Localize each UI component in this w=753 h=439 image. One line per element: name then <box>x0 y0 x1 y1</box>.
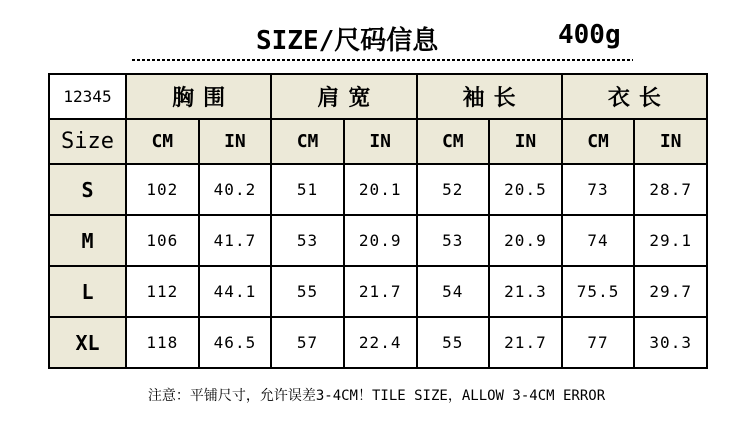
measurement-cell: 41.7 <box>199 215 272 266</box>
size-table <box>48 73 708 369</box>
measurement-cell: 21.7 <box>344 266 417 317</box>
measurement-cell: 40.2 <box>199 164 272 215</box>
size-row-label: L <box>49 266 126 317</box>
measurement-cell: 102 <box>126 164 199 215</box>
group-header-chest: 胸围 <box>126 74 271 119</box>
measurement-cell: 55 <box>417 317 490 368</box>
table-row-size-m <box>49 215 707 266</box>
style-code-cell: 12345 <box>49 74 126 119</box>
measurement-cell: 51 <box>271 164 344 215</box>
measurement-cell: 20.9 <box>489 215 562 266</box>
measurement-cell: 44.1 <box>199 266 272 317</box>
title-divider-dashed <box>132 59 633 61</box>
size-row-label: S <box>49 164 126 215</box>
measurement-cell: 73 <box>562 164 635 215</box>
footer-note: 注意：平铺尺寸，允许误差3-4CM！TILE SIZE，ALLOW 3-4CM ERROR <box>147 388 606 404</box>
measurement-cell: 53 <box>271 215 344 266</box>
measurement-cell: 22.4 <box>344 317 417 368</box>
measurement-cell: 74 <box>562 215 635 266</box>
measurement-cell: 55 <box>271 266 344 317</box>
unit-header-cell: CM <box>126 119 199 164</box>
measurement-cell: 53 <box>417 215 490 266</box>
measurement-cell: 75.5 <box>562 266 635 317</box>
measurement-cell: 29.1 <box>634 215 707 266</box>
unit-header-cell: CM <box>562 119 635 164</box>
group-header-garment-length: 衣长 <box>562 74 707 119</box>
unit-header-cell: IN <box>634 119 707 164</box>
size-row-label: M <box>49 215 126 266</box>
measurement-cell: 20.9 <box>344 215 417 266</box>
measurement-cell: 54 <box>417 266 490 317</box>
unit-header-cell: IN <box>489 119 562 164</box>
unit-header-cell: CM <box>271 119 344 164</box>
measurement-cell: 46.5 <box>199 317 272 368</box>
measurement-cell: 21.7 <box>489 317 562 368</box>
unit-header-cell: IN <box>199 119 272 164</box>
group-header-shoulder-width: 肩宽 <box>271 74 416 119</box>
size-column-header: Size <box>49 119 126 164</box>
table-row-size-l <box>49 266 707 317</box>
measurement-cell: 52 <box>417 164 490 215</box>
measurement-cell: 118 <box>126 317 199 368</box>
page-title: SIZE/尺码信息 <box>256 26 439 56</box>
weight-label: 400g <box>558 20 621 50</box>
measurement-cell: 30.3 <box>634 317 707 368</box>
group-header-sleeve-length: 袖长 <box>417 74 562 119</box>
unit-header-row <box>49 119 707 164</box>
unit-header-cell: IN <box>344 119 417 164</box>
measurement-cell: 106 <box>126 215 199 266</box>
measurement-cell: 20.1 <box>344 164 417 215</box>
group-header-row <box>49 74 707 119</box>
table-row-size-s <box>49 164 707 215</box>
measurement-cell: 77 <box>562 317 635 368</box>
measurement-cell: 28.7 <box>634 164 707 215</box>
table-row-size-xl <box>49 317 707 368</box>
measurement-cell: 20.5 <box>489 164 562 215</box>
measurement-cell: 57 <box>271 317 344 368</box>
unit-header-cell: CM <box>417 119 490 164</box>
measurement-cell: 112 <box>126 266 199 317</box>
size-row-label: XL <box>49 317 126 368</box>
measurement-cell: 29.7 <box>634 266 707 317</box>
measurement-cell: 21.3 <box>489 266 562 317</box>
